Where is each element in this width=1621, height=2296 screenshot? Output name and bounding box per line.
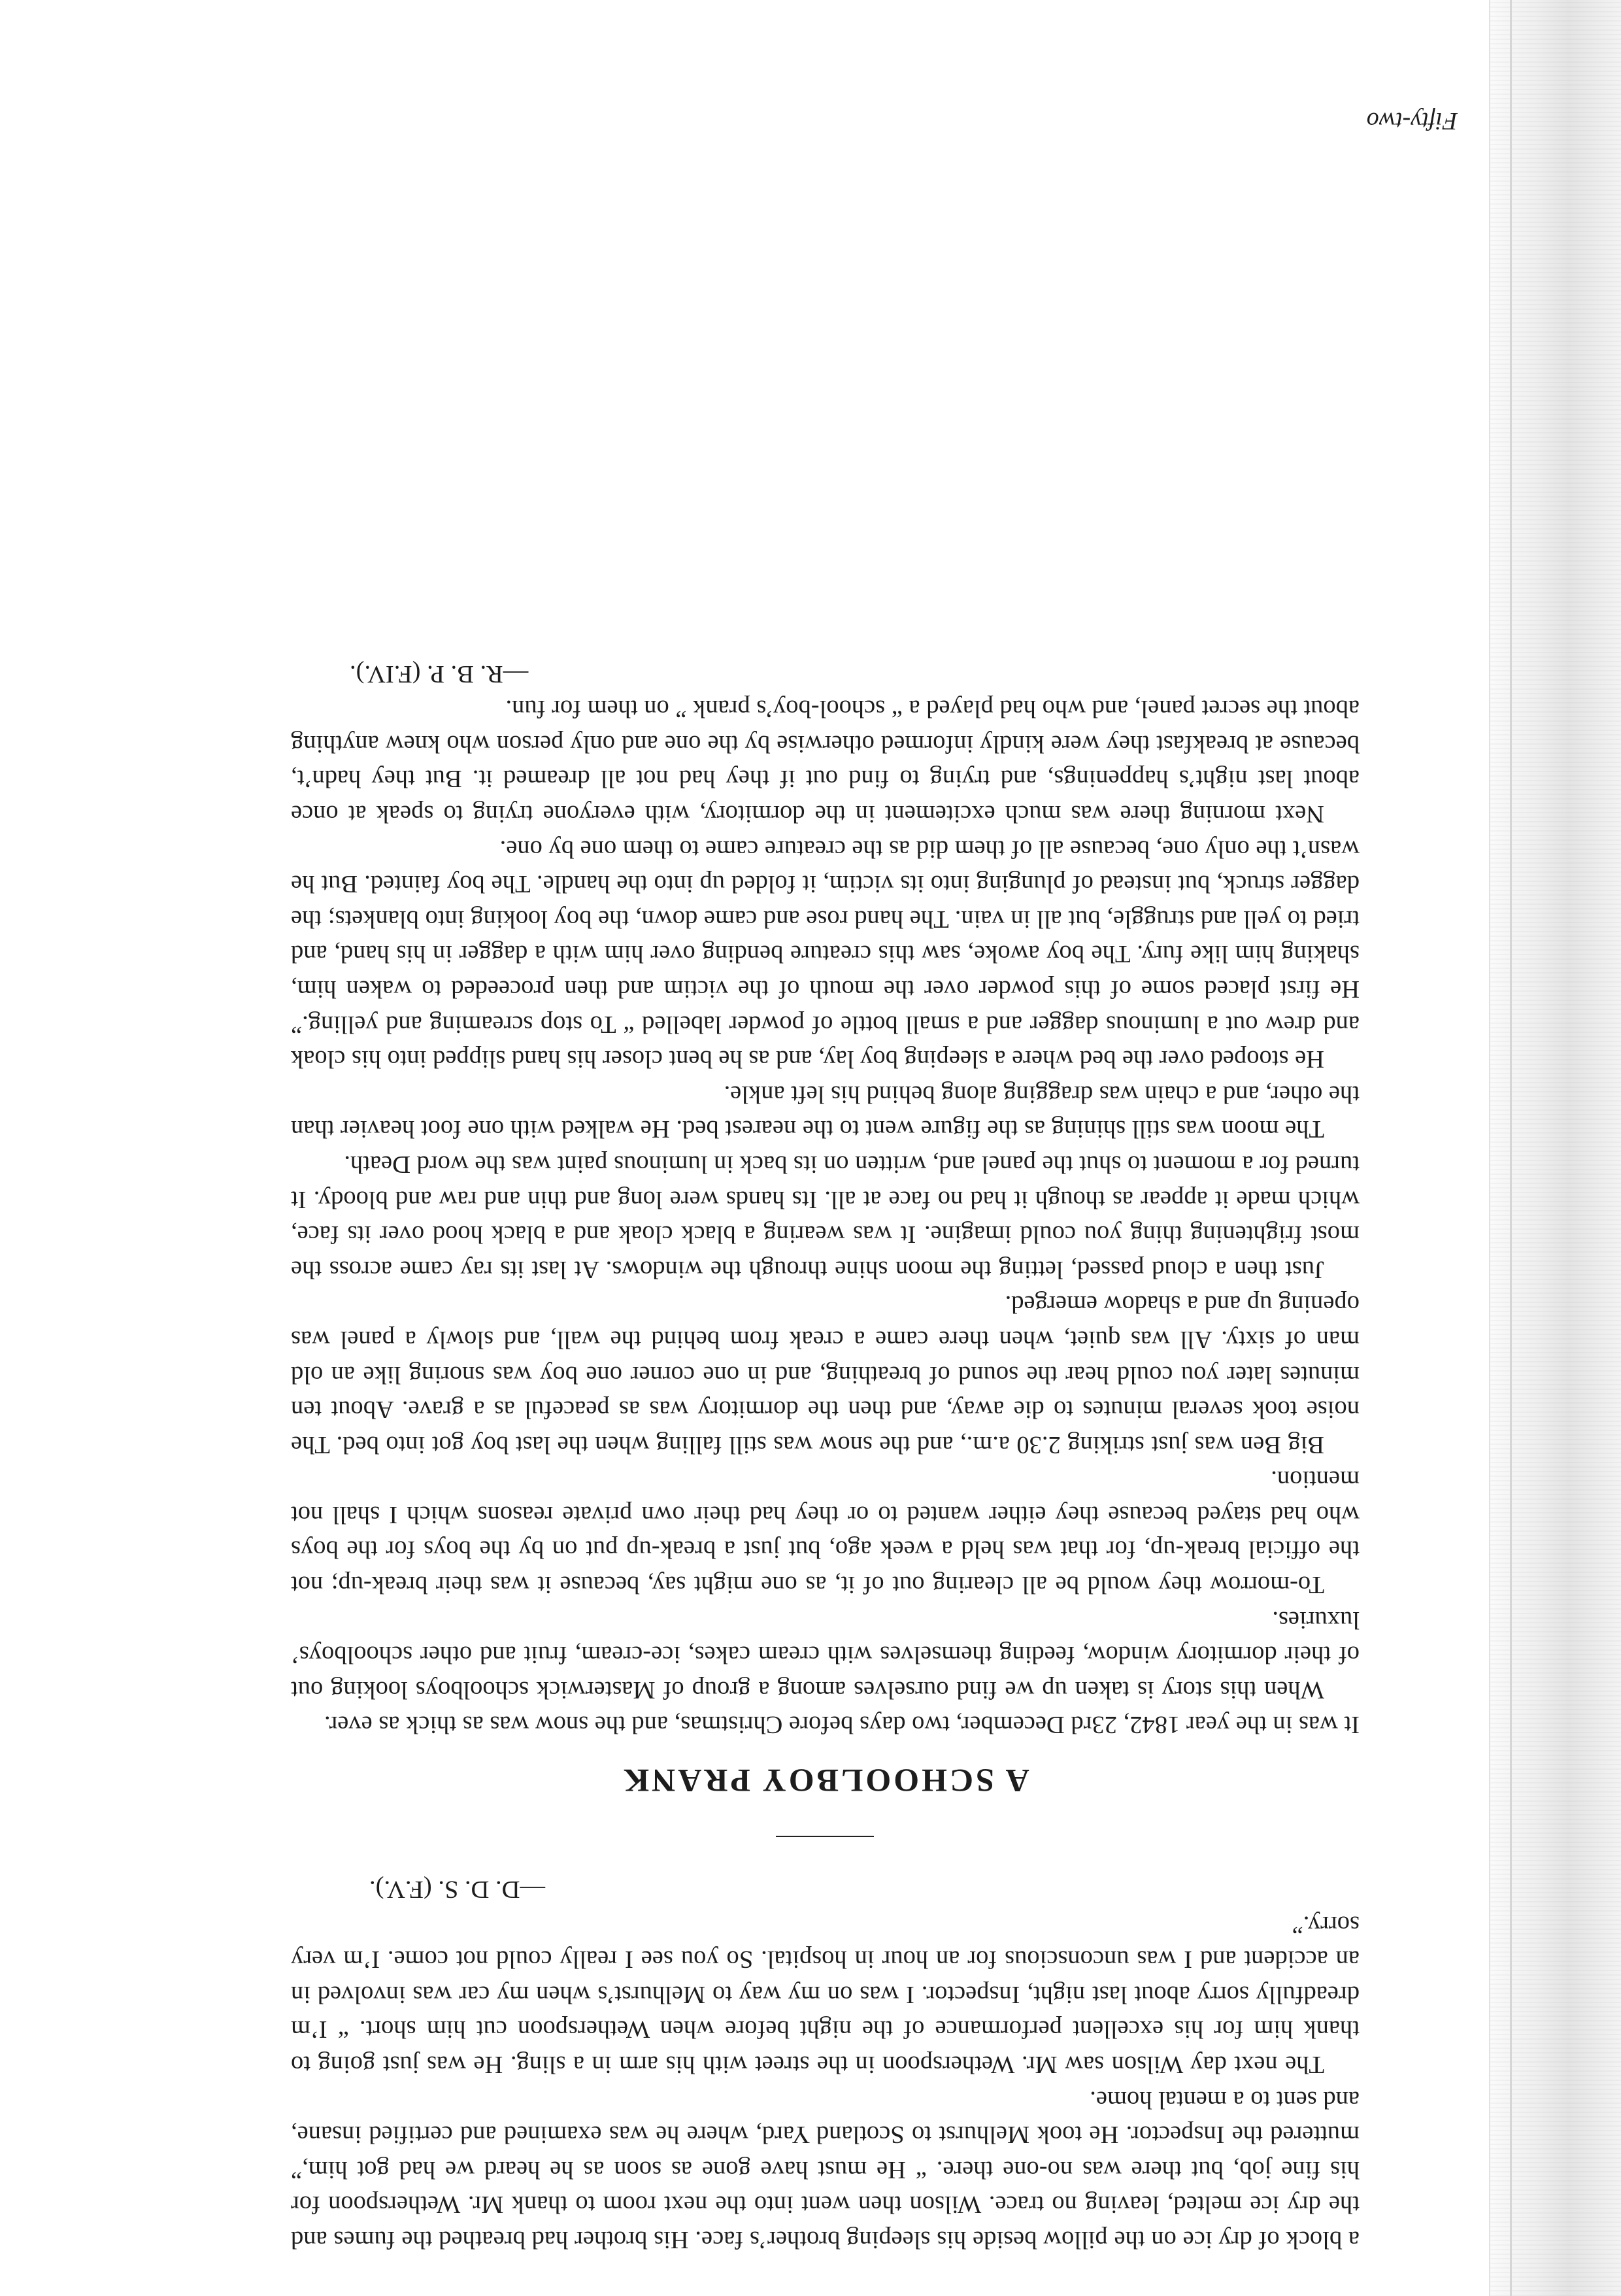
story-2-paragraph: Next morning there was much excitement in the dormitory, with everyone trying to speak at once about last night’s happenings, and trying to find out if they had not all dreamed it. But they hadn’t, because at breakfast they were kindly informed otherwise by the one and only person who knew anything about the secret panel, and who had played a “ school-boy’s prank ” on them for fun. bbox=[291, 695, 1360, 828]
story-2-paragraph: It was in the year 1842, 23rd December, two days before Christmas, and the snow was as thick as ever. bbox=[324, 1711, 1360, 1739]
story-2-paragraph: When this story is taken up we find ourselves among a group of Masterwick schoolboys looking out of their dormitory window, feeding themselves with cream cakes, ice-cream, fruit and other schoolboys’ luxuries. bbox=[291, 1606, 1360, 1704]
story-2-signature: —R. B. P. (F.IV.). bbox=[350, 660, 529, 688]
story-1-signature: —D. D. S. (F.V.). bbox=[369, 1876, 545, 1904]
story-2-paragraph: Big Ben was just striking 2.30 a.m., and the snow was still falling when the last boy got into bed. The noise took several minutes to die away, and then the dormitory was as peaceful as a grave. About ten minutes later you could hear the sound of breathing, and in one corner one boy was snoring like an old man of sixty. All was quiet, when there came a creak from behind the wall, and slowly a panel was opening up and a shadow emerged. bbox=[291, 1291, 1360, 1459]
story-2-paragraph: He stooped over the bed where a sleeping boy lay, and as he bent closer his hand slipped into his cloak and drew out a luminous dagger and a small bottle of powder labelled “ To stop screaming and yelling.” He first placed some of this powder over the mouth of the victim and then proceeded to waken him, shaking him like fury. The boy awoke, saw this creature bending over him with a dagger in his hand, and tried to yell and struggle, but all in vain. The hand rose and came down, the boy looking into blankets; the dagger struck, but instead of plunging into its victim, it folded up into the handle. The boy fainted. But he wasn’t the only one, because all of them did as the creature came to them one by one. bbox=[291, 835, 1360, 1073]
story-1-continuation bbox=[291, 1871, 1360, 2257]
story-2-paragraph: To-morrow they would be all clearing out of it, as one might say, because it was their break-up; not the official break-up, for that was held a week ago, but just a break-up put on by the boys for the boys who had stayed because they either wanted to or they had their own private reasons which I shall not mention. bbox=[291, 1466, 1360, 1599]
page-number: Fifty-two bbox=[1366, 107, 1458, 135]
story-1-paragraph: a block of dry ice on the pillow beside his sleeping brother’s face. His brother had breathed the fumes and the dry ice melted, leaving no trace. Wilson then went into the next room to thank Mr. Wetherspoon for his fine job, but there was no-one there. “ He must have gone as soon as he heard we had got him,” muttered the Inspector. He took Melhurst to Scotland Yard, where he was examined and certified insane, and sent to a mental home. bbox=[291, 2085, 1360, 2254]
story-2-title: A SCHOOLBOY PRANK bbox=[621, 1763, 1029, 1800]
text-column bbox=[291, 656, 1360, 2257]
section-divider bbox=[777, 1836, 875, 1837]
story-2 bbox=[291, 656, 1360, 1800]
story-1-paragraph: The next day Wilson saw Mr. Wetherspoon in the street with his arm in a sling. He was just going to thank him for his excellent performance of the night before when Wetherspoon cut him short. “ I’m dreadfully sorry about last night, Inspector. I was on my way to Melhurst’s when my car was involved in an accident and I was unconscious for an hour in hospital. So you see I really could not come. I’m very sorry.” bbox=[291, 1910, 1360, 2079]
story-2-paragraph: The moon was still shining as the figure went to the nearest bed. He walked with one foot heavier than the other, and a chain was dragging along behind his left ankle. bbox=[291, 1080, 1360, 1143]
story-2-paragraph: Just then a cloud passed, letting the moon shine through the windows. At last its ray came across the most frightening thing you could imagine. It was wearing a black cloak and a black hood over its face, which made it appear as though it had no face at all. Its hands were long and thin and raw and bloody. It turned for a moment to shut the panel and, written on its back in luminous paint was the word Death. bbox=[291, 1150, 1360, 1283]
